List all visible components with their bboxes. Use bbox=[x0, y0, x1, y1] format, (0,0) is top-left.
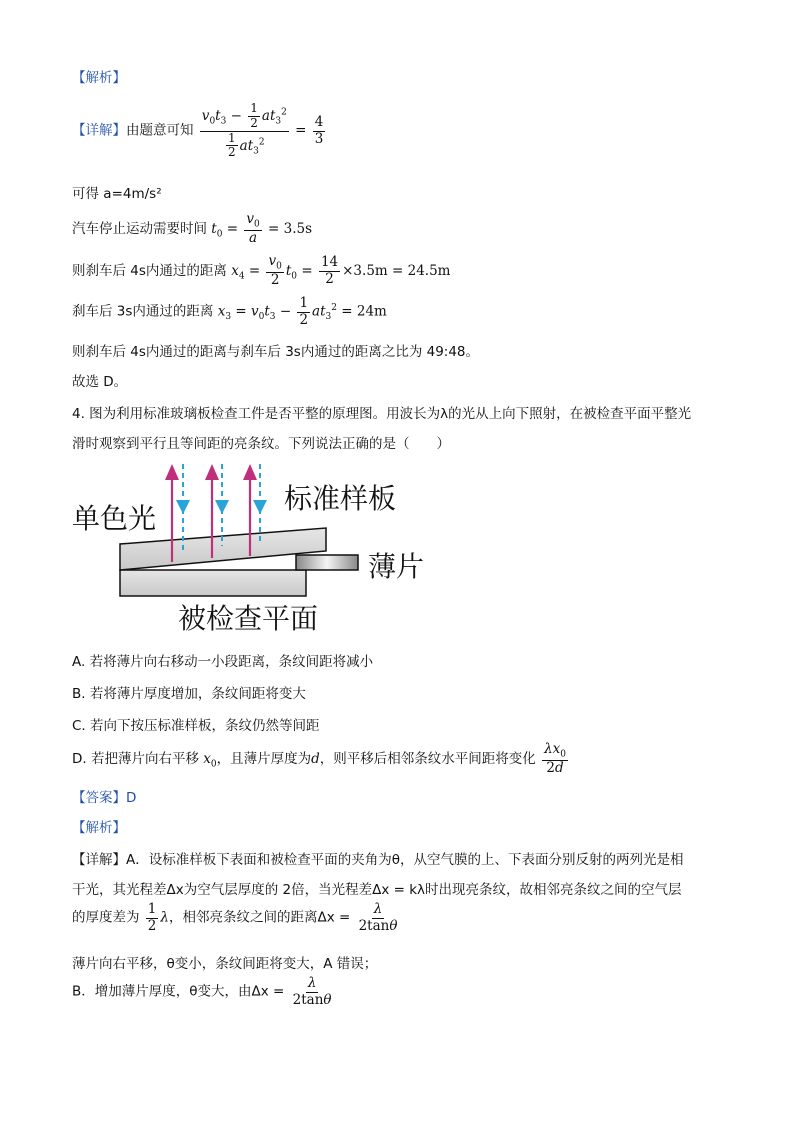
section-analysis-label: 【解析】 bbox=[72, 70, 126, 86]
line-ratio-conclusion: 则刹车后 4s内通过的距离与刹车后 3s内通过的距离之比为 49:48。 bbox=[72, 344, 480, 360]
line-acceleration: 可得 a=4m/s² bbox=[72, 186, 162, 202]
answer-line: 【答案】D bbox=[72, 790, 137, 806]
detail-line-3: 的厚度差为 $\frac{1}{2}$ λ，相邻亮条纹之间的距离Δx = $\frac{\lambda}{2\tan\theta}$ bbox=[72, 901, 398, 934]
option-a: A. 若将薄片向右移动一小段距离，条纹间距将减小 bbox=[72, 654, 374, 670]
q4-stem-line2: 滑时观察到平行且等间距的亮条纹。下列说法正确的是（ ） bbox=[72, 436, 450, 452]
detail-line-2: 干光，其光程差Δx为空气层厚度的 2倍，当光程差Δx = kλ时出现亮条纹，故相邻亮条纹之间的空气层 bbox=[72, 882, 682, 898]
detail-intro: 由题意可知 bbox=[126, 122, 194, 139]
detail-line-5: B．增加薄片厚度，θ变大，由Δx = $\frac{\lambda}{2\tan\theta}$ bbox=[72, 975, 332, 1008]
thin-sheet bbox=[296, 555, 358, 570]
line-stop-time: 汽车停止运动需要时间 $t_0$ = $\frac{v_0}{a}$ = 3.5s bbox=[72, 211, 313, 247]
option-c: C. 若向下按压标准样板，条纹仍然等间距 bbox=[72, 718, 320, 734]
label-tested-surface: 被检查平面 bbox=[178, 602, 319, 635]
q4-stem-line1: 4. 图为利用标准玻璃板检查工件是否平整的原理图。用波长为λ的光从上向下照射，在被检查平面平整光 bbox=[72, 406, 692, 422]
detail-line-4: 薄片向右平移，θ变小，条纹间距将变大，A 错误； bbox=[72, 956, 378, 972]
label-monochromatic-light: 单色光 bbox=[72, 502, 157, 535]
main-ratio-fraction: $v_0t_3$ − $\frac{1}{2}$ $at_3^2$ $\frac{1}{2}$ $at_3^2$ bbox=[201, 101, 287, 160]
detail-line-1: 【详解】A．设标准样板下表面和被检查平面的夹角为θ，从空气膜的上、下表面分别反射的两列光是相 bbox=[72, 852, 684, 868]
diagram-svg bbox=[64, 458, 444, 638]
tested-surface-block bbox=[120, 570, 306, 596]
option-b: B. 若将薄片厚度增加，条纹间距将变大 bbox=[72, 686, 306, 702]
option-d: D. 若把薄片向右平移 $x_0$，且薄片厚度为d，则平移后相邻条纹水平间距将变化 $\frac{\lambda x_0}{2d}$ bbox=[72, 741, 566, 777]
interference-diagram bbox=[64, 458, 444, 642]
line-choice: 故选 D。 bbox=[72, 374, 128, 390]
label-thin-sheet: 薄片 bbox=[368, 550, 425, 583]
line-distance-4s: 则刹车后 4s内通过的距离 $x_4$ = $\frac{v_0}{2}$ $t_0$ = $\frac{14}{2}$ ×3.5m = 24.5m bbox=[72, 253, 451, 289]
ratio-value: $\frac{4}{3}$ bbox=[314, 114, 324, 147]
detail-label: 【详解】 bbox=[72, 122, 126, 139]
label-standard-plate: 标准样板 bbox=[284, 482, 397, 515]
q4-analysis-label: 【解析】 bbox=[72, 820, 126, 836]
detail-line-formula: 【详解】由题意可知 $v_0t_3$ − $\frac{1}{2}$ $at_3^2$ $\frac{1}{2}$ $at_3^2$ = $\frac{4}{3}$ bbox=[72, 101, 324, 160]
line-distance-3s: 刹车后 3s内通过的距离 $x_3 = v_0t_3$ − $\frac{1}{2}$ $at_3^2 = 24m$ bbox=[72, 295, 387, 328]
